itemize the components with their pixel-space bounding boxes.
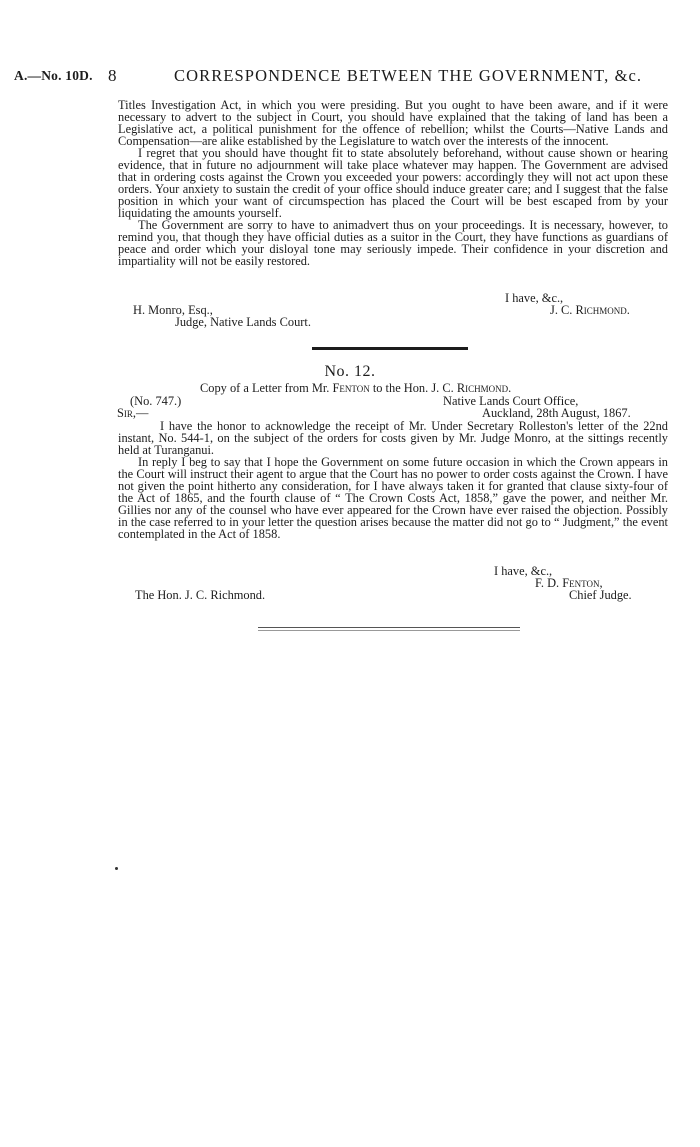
- letter-11-paragraph: Titles Investigation Act, in which you were presiding. But you ought to have been aware, and if it were necessary to advert to the subject in Court, you should have explained that the taking of land has been a Legislative act, a political punishment for the offence of rebellion; whilst the Courts—Native Lands and Compensation—are alike established by the Legislature to watch over the interests of the innocent.: [118, 98, 668, 148]
- heading-mid: to the Hon. J. C.: [369, 381, 457, 395]
- heading-prefix: Copy of a Letter from Mr.: [200, 381, 333, 395]
- letter-11-signature: J. C. Richmond.: [550, 303, 630, 317]
- letter-12-place-date: Auckland, 28th August, 1867.: [482, 406, 631, 420]
- letter-12-number: No. 12.: [324, 363, 376, 380]
- page-title: CORRESPONDENCE BETWEEN THE GOVERNMENT, &c.: [174, 66, 643, 85]
- letter-11-addressee-name: H. Monro, Esq.,: [133, 303, 213, 317]
- document-reference: A.—No. 10D.: [14, 68, 93, 83]
- letter-11-addressee-title: Judge, Native Lands Court.: [175, 315, 311, 329]
- letter-12-body: [118, 420, 668, 540]
- end-rule: [258, 630, 520, 631]
- heading-from: Fenton: [332, 381, 370, 395]
- letter-12-paragraph: I have the honor to acknowledge the receipt of Mr. Under Secretary Rolleston's letter of the 22nd instant, No. 544-1, on the subject of the orders for costs given by Mr. Judge Monro, at the sittings recently held at Turanganui.: [118, 419, 668, 457]
- running-header: [14, 66, 686, 86]
- letter-12-signature-title: Chief Judge.: [569, 588, 632, 602]
- heading-to: Richmond.: [456, 381, 512, 395]
- letter-11-sign-block: [0, 292, 700, 328]
- letter-12-office: Native Lands Court Office,: [443, 394, 579, 408]
- letter-12-addressee: The Hon. J. C. Richmond.: [135, 588, 266, 602]
- page-speck: [115, 867, 118, 870]
- letter-11-body: [118, 99, 668, 267]
- letter-12-sign-block: [0, 565, 700, 601]
- letter-12-header-block: [0, 395, 700, 419]
- section-divider: [312, 347, 468, 350]
- letter-12-closing: I have, &c.,: [494, 564, 553, 578]
- letter-12-reference: (No. 747.): [130, 394, 182, 408]
- letter-11-closing: I have, &c.,: [505, 291, 564, 305]
- page-number: 8: [108, 66, 117, 85]
- letter-12-signature: F. D. Fenton,: [535, 576, 603, 590]
- letter-12-salutation: Sir,—: [117, 406, 149, 420]
- letter-11-paragraph: The Government are sorry to have to animadvert thus on your proceedings. It is necessary, however, to remind you, that though they have official duties as a suitor in the Court, they have functions as guardians of peace and order which your disloyal tone may seriously impede. Their confidence in your discretion and impartiality will not be easily restored.: [118, 218, 668, 268]
- letter-12-paragraph: In reply I beg to say that I hope the Government on some future occasion in which the Crown appears in the Court will instruct their agent to argue that the Court has no power to order costs against the Crown. I have not given the point hitherto any consideration, for I have always taken it for granted that clause sixty-four of the Act of 1865, and the fourth clause of “ The Crown Costs Act, 1858,” gave the power, and neither Mr. Gillies nor any of the counsel who have ever appeared for the Crown have ever raised the objection. Possibly in the case referred to in your letter the question arises because the matter did not go to “ Judgment,” the event contemplated in the Act of 1858.: [118, 455, 668, 541]
- letter-11-paragraph: I regret that you should have thought fit to state absolutely beforehand, without cause shown or hearing evidence, that in future no adjournment will take place whatever may happen. The Government are advised that in ordering costs against the Crown you exceeded your powers: accordingly they will not act upon these orders. Your anxiety to sustain the credit of your office should induce greater care; and I suggest that the false position in which your want of circumspection has placed the Court will be best escaped from by your liquidating the amounts yourself.: [118, 146, 668, 220]
- end-rule: [258, 627, 520, 628]
